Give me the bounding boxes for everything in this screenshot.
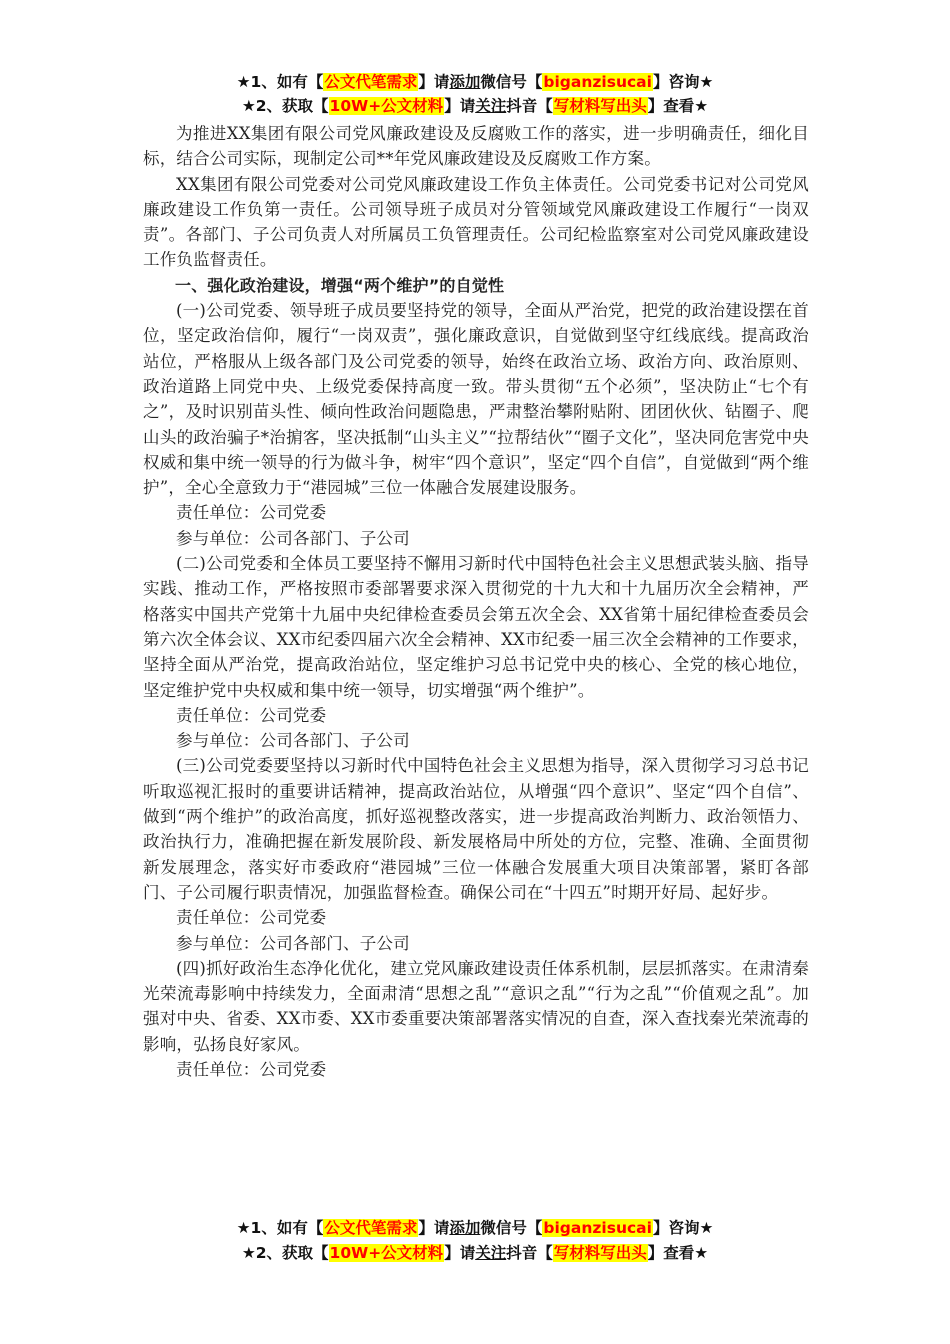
participating-unit: 参与单位：公司各部门、子公司 xyxy=(176,731,410,751)
intro-paragraph: 为推进XX集团有限公司党风廉政建设及反腐败工作的落实，进一步明确责任，细化目标，结合公司实际，现制定公司**年党风廉政建设及反腐败工作方案。 xyxy=(143,124,809,169)
bottom-banner-line-1 xyxy=(0,1216,950,1240)
banner-highlight: 10W+公文材料 xyxy=(329,97,444,115)
item-paragraph: (四)抓好政治生态净化优化，建立党风廉政建设责任体系机制，层层抓落实。在肃清秦光荣流毒影响中持续发力，全面肃清“思想之乱”“意识之乱”“行为之乱”“价值观之乱”。加强对中央、省委、XX市委、XX市委重要决策部署落实情况的自查，深入查找秦光荣流毒的影响，弘扬良好家风。 xyxy=(143,958,809,1054)
banner-underlined: 关注 xyxy=(475,97,507,115)
banner-underlined: 添加 xyxy=(449,73,481,91)
banner-wechat-id: biganzisucai xyxy=(543,1219,652,1237)
banner-wechat-id: biganzisucai xyxy=(543,73,652,91)
banner-highlight: 10W+公文材料 xyxy=(329,1244,444,1262)
banner-text: ★2、获取【 xyxy=(241,97,329,115)
top-banner-line-2 xyxy=(0,94,950,118)
item-paragraph: (三)公司党委要坚持以习新时代中国特色社会主义思想为指导，深入贯彻学习习总书记听取巡视汇报时的重要讲话精神，提高政治站位，从增强“四个意识”、坚定“四个自信”、做到“两个维护”的政治高度，抓好巡视整改落实，进一步提高政治判断力、政治领悟力、政治执行力，准确把握在新发展阶段、新发展格局中所处的方位，完整、准确、全面贯彻新发展理念，落实好市委政府“港园城”三位一体融合发展重大项目决策部署，紧盯各部门、子公司履行职责情况，加强监督检查。确保公司在“十四五”时期开好局、起好步。 xyxy=(143,756,809,902)
banner-text: 抖音【 xyxy=(506,1244,553,1262)
banner-text: 抖音【 xyxy=(506,97,553,115)
banner-text: 】请 xyxy=(444,1244,476,1262)
document-body xyxy=(143,121,809,1082)
banner-text: ★1、如有【 xyxy=(236,1219,324,1237)
responsible-unit: 责任单位：公司党委 xyxy=(176,1059,327,1079)
banner-text: 微信号【 xyxy=(480,1219,543,1237)
banner-text: 】查看★ xyxy=(647,97,709,115)
banner-text: 】请 xyxy=(418,73,450,91)
responsibility-paragraph: XX集团有限公司党委对公司党风廉政建设工作负主体责任。公司党委书记对公司党风廉政建设工作负第一责任。公司领导班子成员对分管领域党风廉政建设工作履行“一岗双责”。各部门、子公司负责人对所属员工负管理责任。公司纪检监察室对公司党风廉政建设工作负监督责任。 xyxy=(143,174,809,270)
top-banner-line-1 xyxy=(0,70,950,94)
banner-text: ★1、如有【 xyxy=(236,73,324,91)
banner-text: 】查看★ xyxy=(647,1244,709,1262)
responsible-unit: 责任单位：公司党委 xyxy=(176,503,327,523)
banner-text: 微信号【 xyxy=(480,73,543,91)
participating-unit: 参与单位：公司各部门、子公司 xyxy=(176,933,410,953)
banner-text: 】咨询★ xyxy=(652,1219,714,1237)
item-paragraph: (二)公司党委和全体员工要坚持不懈用习新时代中国特色社会主义思想武装头脑、指导实践、推动工作，严格按照市委部署要求深入贯彻党的十九大和十九届历次全会精神，严格落实中国共产党第十九届中央纪律检查委员会第五次全会、XX省第十届纪律检查委员会第六次全体会议、XX市纪委四届六次全会精神、XX市纪委一届三次全会精神的工作要求，坚持全面从严治党，提高政治站位，坚定维护习总书记党中央的核心、全党的核心地位，坚定维护党中央权威和集中统一领导，切实增强“两个维护”。 xyxy=(143,554,809,700)
banner-underlined: 关注 xyxy=(475,1244,507,1262)
banner-text: 】咨询★ xyxy=(652,73,714,91)
banner-douyin-id: 写材料写出头 xyxy=(553,1244,647,1262)
banner-highlight: 公文代笔需求 xyxy=(324,73,418,91)
section-heading: 一、强化政治建设，增强“两个维护”的自觉性 xyxy=(175,275,505,295)
responsible-unit: 责任单位：公司党委 xyxy=(176,705,327,725)
banner-text: 】请 xyxy=(418,1219,450,1237)
item-paragraph: (一)公司党委、领导班子成员要坚持党的领导，全面从严治党，把党的政治建设摆在首位，坚定政治信仰，履行“一岗双责”，强化廉政意识，自觉做到坚守红线底线。提高政治站位，严格服从上级各部门及公司党委的领导，始终在政治立场、政治方向、政治原则、政治道路上同党中央、上级党委保持高度一致。带头贯彻“五个必须”，坚决防止“七个有之”，及时识别苗头性、倾向性政治问题隐患，严肃整治攀附贴附、团团伙伙、钻圈子、爬山头的政治骗子*治掮客，坚决抵制“山头主义”“拉帮结伙”“圈子文化”，坚决同危害党中央权威和集中统一领导的行为做斗争，树牢“四个意识”，坚定“四个自信”，自觉做到“两个维护”，全心全意致力于“港园城”三位一体融合发展建设服务。 xyxy=(143,301,809,498)
responsible-unit: 责任单位：公司党委 xyxy=(176,908,327,928)
banner-text: ★2、获取【 xyxy=(241,1244,329,1262)
banner-highlight: 公文代笔需求 xyxy=(324,1219,418,1237)
banner-underlined: 添加 xyxy=(449,1219,481,1237)
banner-text: 】请 xyxy=(444,97,476,115)
bottom-banner-line-2 xyxy=(0,1241,950,1265)
banner-douyin-id: 写材料写出头 xyxy=(553,97,647,115)
participating-unit: 参与单位：公司各部门、子公司 xyxy=(176,528,410,548)
